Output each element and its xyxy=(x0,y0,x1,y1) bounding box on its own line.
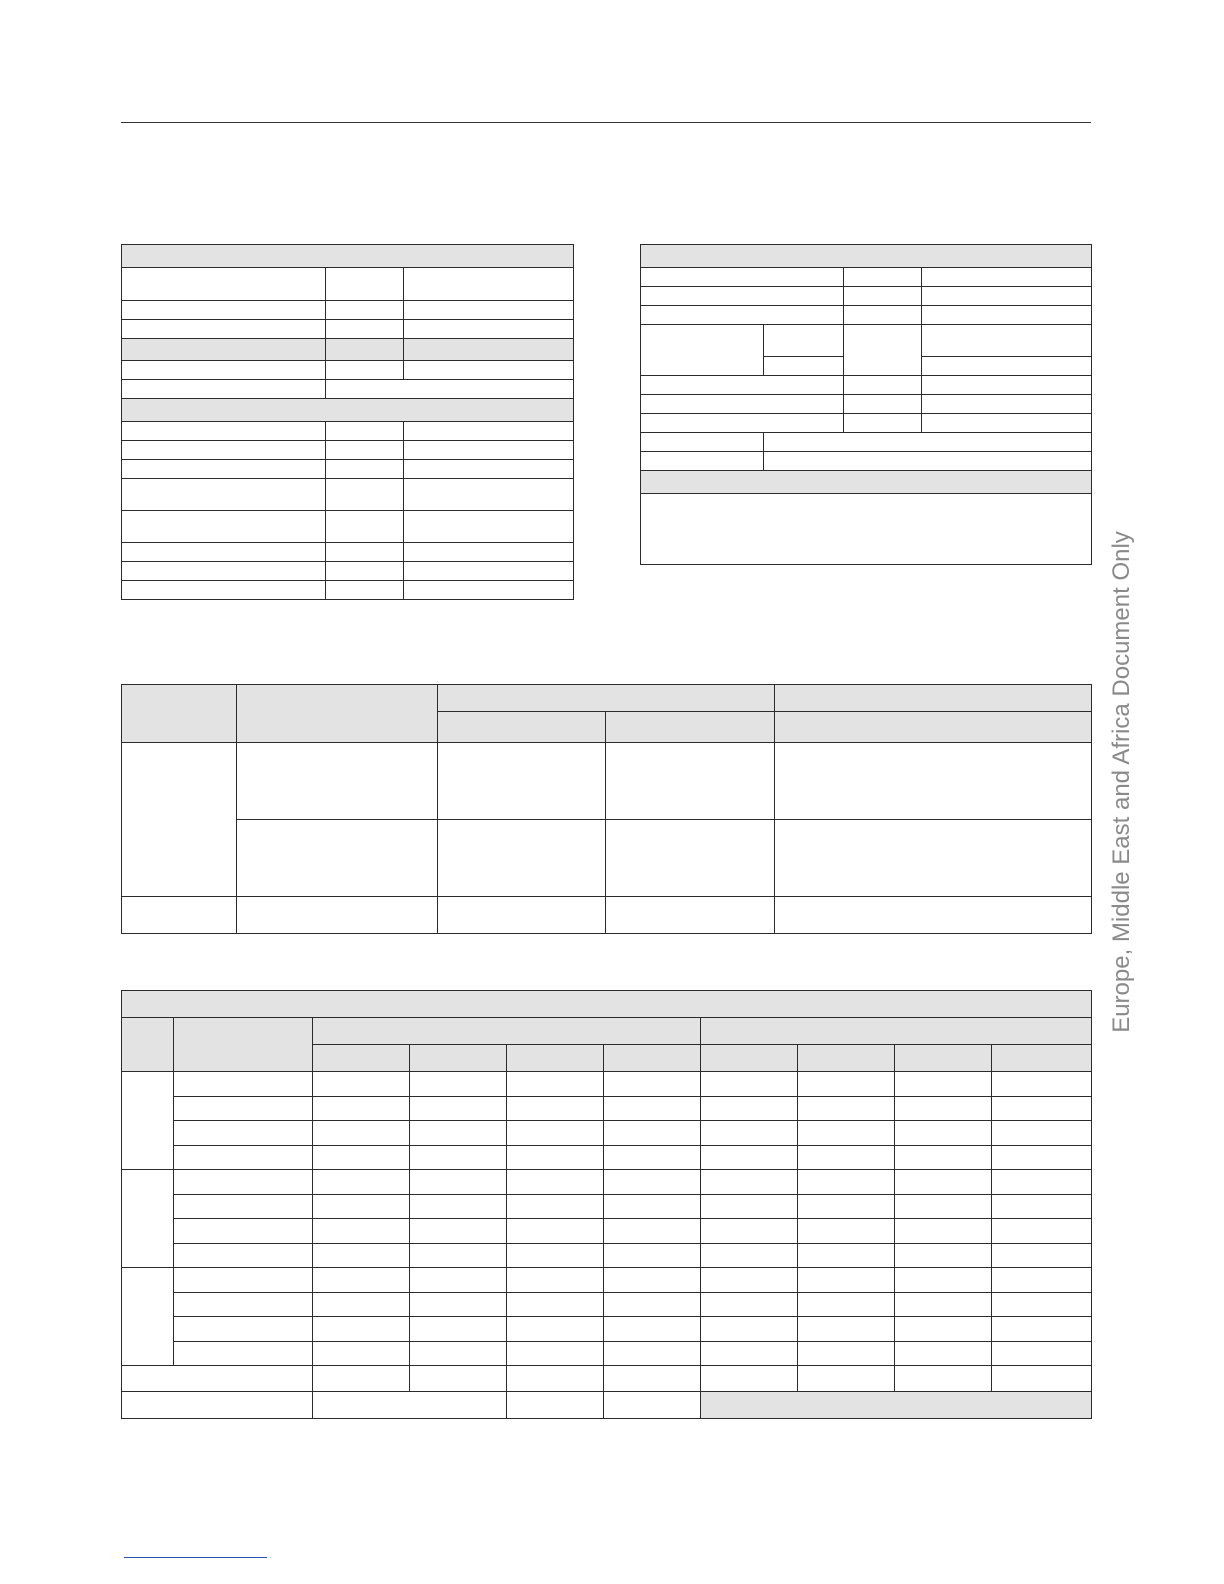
table-header-cell xyxy=(641,245,1092,268)
regional-watermark: Europe, Middle East and Africa Document Only xyxy=(1108,531,1135,1033)
header-rule xyxy=(121,122,1091,123)
table-section-header xyxy=(122,399,574,422)
mid-table xyxy=(121,684,1092,934)
bottom-table xyxy=(121,990,1092,1419)
table-header-cell xyxy=(122,991,1092,1018)
table-header-cell xyxy=(122,245,574,268)
spec-table-left xyxy=(121,244,574,600)
notes-cell xyxy=(641,494,1092,565)
footer-link-underline xyxy=(124,1557,267,1558)
table-section-header xyxy=(641,471,1092,494)
spec-table-right xyxy=(640,244,1092,565)
